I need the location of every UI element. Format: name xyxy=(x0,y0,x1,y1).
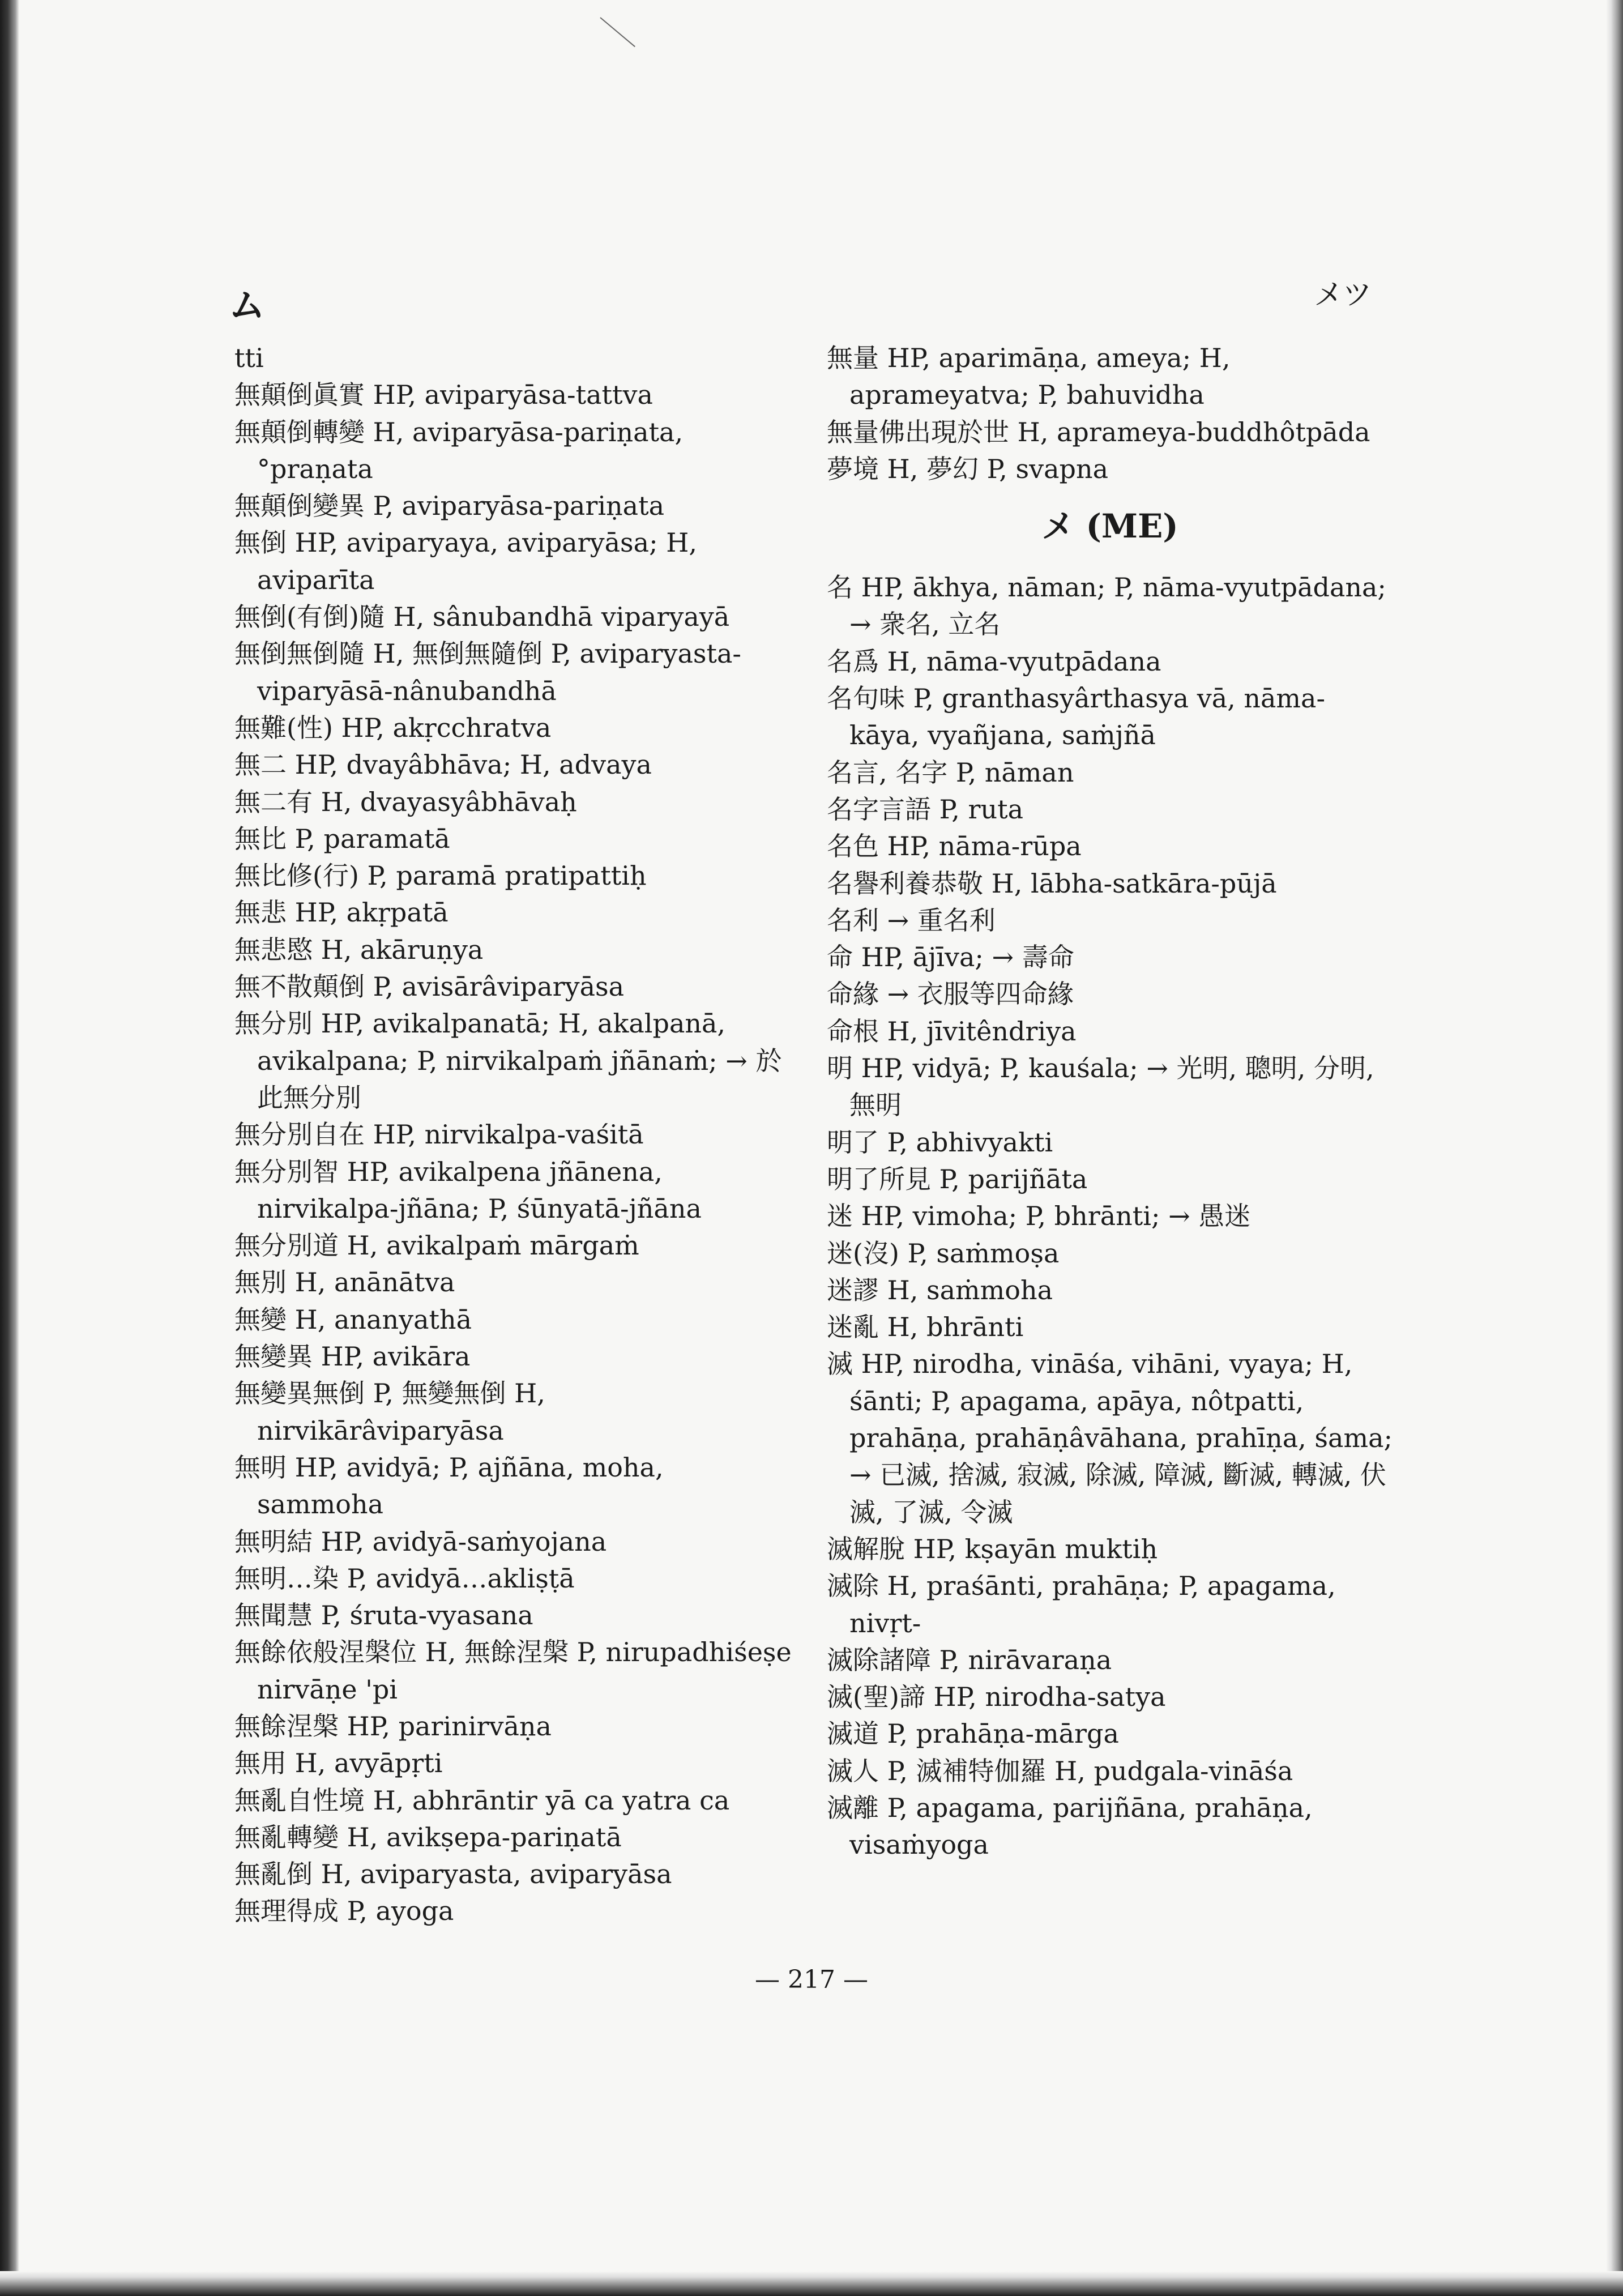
entry: 命 HP, ājīva; → 壽命 xyxy=(827,942,1074,973)
entry: 無比 P, paramatā xyxy=(234,823,450,854)
entry: 名爲 H, nāma-vyutpādana xyxy=(827,646,1161,677)
entry: 明了所見 P, parijñāta xyxy=(827,1163,1088,1194)
entry: 無用 H, avyāpṛti xyxy=(234,1748,443,1779)
right-column xyxy=(827,340,1393,1864)
running-head-right: メツ xyxy=(1314,278,1372,312)
entry: 滅(聖)諦 HP, nirodha-satya xyxy=(827,1682,1166,1713)
entry: 無不散顛倒 P, avisārâviparyāsa xyxy=(234,971,625,1002)
entry: 無分別自在 HP, nirvikalpa-vaśitā xyxy=(234,1119,644,1150)
entry: 無顛倒變異 P, aviparyāsa-pariṇata xyxy=(234,490,664,522)
entry: 名色 HP, nāma-rūpa xyxy=(827,831,1082,862)
entry: 無倒(有倒)隨 H, sânubandhā viparyayā xyxy=(234,601,730,633)
entry: 滅除 H, praśānti, prahāṇa; P, apagama, nivṛt- xyxy=(827,1571,1336,1638)
entry: 滅解脫 HP, kṣayān muktiḥ xyxy=(827,1533,1158,1564)
entry: 迷亂 H, bhrānti xyxy=(827,1312,1024,1343)
entry: 無明 HP, avidyā; P, ajñāna, moha, sammoha xyxy=(234,1452,664,1520)
entry: 無悲愍 H, akāruṇya xyxy=(234,934,484,965)
entry: 無亂轉變 H, avikṣepa-pariṇatā xyxy=(234,1821,622,1853)
entry: 夢境 H, 夢幻 P, svapna xyxy=(827,453,1108,484)
entry: 無餘依般涅槃位 H, 無餘涅槃 P, nirupadhiśeṣe nirvāṇe 'pi xyxy=(234,1637,792,1705)
entry: 迷 HP, vimoha; P, bhrānti; → 愚迷 xyxy=(827,1201,1251,1232)
entry: 無悲 HP, akṛpatā xyxy=(234,897,449,928)
entry: 滅除諸障 P, nirāvaraṇa xyxy=(827,1644,1112,1675)
entry: 無二 HP, dvayâbhāva; H, advaya xyxy=(234,749,652,780)
entry: 滅人 P, 滅補特伽羅 H, pudgala-vināśa xyxy=(827,1755,1293,1786)
entry: 滅 HP, nirodha, vināśa, vihāni, vyaya; H, śānti; P, apagama, apāya, nôtpatti, prahāṇa, prahāṇâvāhana, prahīṇa, śama; → 已滅, 捨滅, 寂滅, 除滅, 障滅, 斷滅, 轉滅, 伏滅, 了滅, 令滅 xyxy=(827,1348,1393,1527)
entry: 無明結 HP, avidyā-saṁyojana xyxy=(234,1526,607,1557)
entry: 名 HP, ākhya, nāman; P, nāma-vyutpādana; → 衆名, 立名 xyxy=(827,572,1386,640)
running-head-left: ム xyxy=(229,284,265,327)
entry: 無別 H, anānātva xyxy=(234,1267,455,1298)
entry: 名句味 P, granthasyârthasya vā, nāma-kāya, vyañjana, saṁjñā xyxy=(827,683,1325,751)
entry: 滅離 P, apagama, parijñāna, prahāṇa, visaṁyoga xyxy=(827,1792,1313,1860)
entry: 無顛倒眞實 HP, aviparyāsa-tattva xyxy=(234,379,653,411)
scan-border-right xyxy=(1606,0,1623,2296)
entry: 無倒無倒隨 H, 無倒無隨倒 P, aviparyasta-viparyāsā-nânubandhā xyxy=(234,638,741,706)
entry: 無量佛出現於世 H, aprameya-buddhôtpāda xyxy=(827,416,1370,447)
entry: tti xyxy=(234,343,264,373)
entry: 名言, 名字 P, nāman xyxy=(827,757,1074,788)
entry: 迷(沒) P, saṁmoṣa xyxy=(827,1237,1060,1269)
entry: 名譽利養恭敬 H, lābha-satkāra-pūjā xyxy=(827,868,1277,899)
entry: 無顛倒轉變 H, aviparyāsa-pariṇata, °praṇata xyxy=(234,416,684,484)
entry: 無亂自性境 H, abhrāntir yā ca yatra ca xyxy=(234,1785,730,1816)
page-number: — 217 — xyxy=(755,1965,868,1994)
entry: 無比修(行) P, paramā pratipattiḥ xyxy=(234,860,647,891)
entry: 名利 → 重名利 xyxy=(827,904,996,936)
entry: 命緣 → 衣服等四命緣 xyxy=(827,979,1074,1010)
entry: 無分別道 H, avikalpaṁ mārgaṁ xyxy=(234,1230,639,1261)
entry: 無倒 HP, aviparyaya, aviparyāsa; H, aviparīta xyxy=(234,527,697,595)
scan-mark xyxy=(600,17,635,47)
scan-border-left xyxy=(0,0,19,2296)
entry: 命根 H, jīvitêndriya xyxy=(827,1015,1077,1047)
entry: 名字言語 P, ruta xyxy=(827,793,1024,825)
entry: 無變異 HP, avikāra xyxy=(234,1341,471,1372)
entry: 無理得成 P, ayoga xyxy=(234,1896,454,1927)
entry: 無分別 HP, avikalpanatā; H, akalpanā, avikalpana; P, nirvikalpaṁ jñānaṁ; → 於此無分別 xyxy=(234,1008,782,1113)
entry: 無變異無倒 P, 無變無倒 H, nirvikārâviparyāsa xyxy=(234,1378,545,1446)
entry: 無二有 H, dvayasyâbhāvaḥ xyxy=(234,786,577,817)
entry: 明 HP, vidyā; P, kauśala; → 光明, 聰明, 分明, 無明 xyxy=(827,1053,1374,1121)
entry: 滅道 P, prahāṇa-mārga xyxy=(827,1718,1119,1749)
entry: 無量 HP, aparimāṇa, ameya; H, aprameyatva; P, bahuvidha xyxy=(827,343,1231,411)
scan-border-bottom xyxy=(0,2271,1623,2296)
entry: 無聞慧 P, śruta-vyasana xyxy=(234,1600,533,1631)
entry: 無餘涅槃 HP, parinirvāṇa xyxy=(234,1710,552,1742)
section-heading: メ (ME) xyxy=(1041,507,1178,546)
left-column xyxy=(234,340,795,1930)
entry: 無明…染 P, avidyā…akliṣṭā xyxy=(234,1563,575,1594)
entry: 明了 P, abhivyakti xyxy=(827,1126,1053,1158)
entry: 無亂倒 H, aviparyasta, aviparyāsa xyxy=(234,1859,672,1890)
entry: 無變 H, ananyathā xyxy=(234,1304,472,1335)
entry: 無難(性) HP, akṛcchratva xyxy=(234,712,552,743)
entry: 無分別智 HP, avikalpena jñānena, nirvikalpa-jñāna; P, śūnyatā-jñāna xyxy=(234,1156,702,1224)
entry: 迷謬 H, saṁmoha xyxy=(827,1274,1053,1305)
